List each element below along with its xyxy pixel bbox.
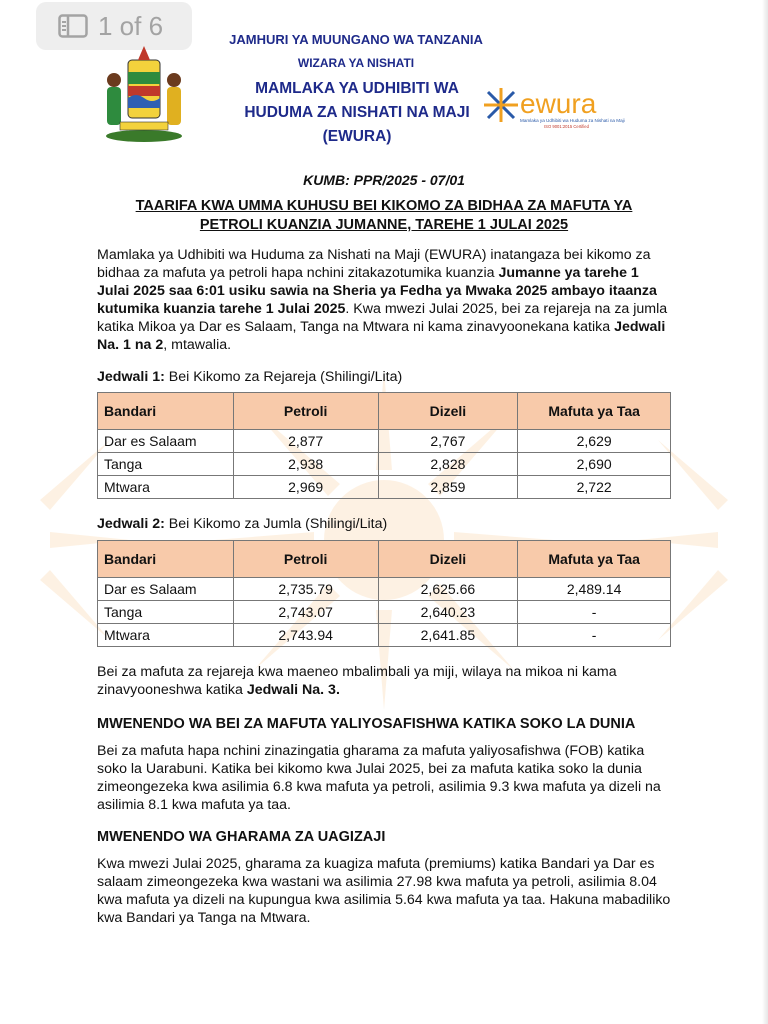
table-header-cell: Bandari xyxy=(98,393,234,430)
table-cell: 2,625.66 xyxy=(378,578,518,601)
section-heading-import-costs: MWENENDO WA GHARAMA ZA UAGIZAJI xyxy=(97,829,386,845)
table-cell: - xyxy=(518,601,671,624)
table-cell: Tanga xyxy=(98,453,234,476)
reference-number: KUMB: PPR/2025 - 07/01 xyxy=(303,172,465,188)
intro-text-a: Mamlaka ya Udhibiti wa Huduma za Nishati na Maji (EWURA) inatangaza bei kikomo za bidhaa za mafuta ya petroli hapa nchini zitakazotumika kuanzia xyxy=(97,247,651,281)
regional-prices-paragraph xyxy=(97,663,673,699)
table-cell: Mtwara xyxy=(98,624,234,647)
table-header-cell: Petroli xyxy=(233,541,378,578)
table-row xyxy=(98,601,671,624)
intro-text-e: , mtawalia. xyxy=(163,337,232,353)
retail-price-table xyxy=(97,392,671,499)
table-row xyxy=(98,578,671,601)
section-body-world-market: Bei za mafuta hapa nchini zinazingatia gharama za mafuta yaliyosafishwa (FOB) katika soko la Uarabuni. Katika bei kikomo kwa Julai 2025, bei za mafuta katika soko la dunia zimeongezeka kwa asilimia 6.8 kwa mafuta ya petroli, asilimia 9.3 kwa mafuta ya dizeli na asilimia 8.1 kwa mafuta ya taa. xyxy=(97,743,661,813)
tanzania-coat-of-arms-icon xyxy=(98,40,190,144)
table-row xyxy=(98,476,671,499)
notice-title xyxy=(104,197,664,235)
table-cell: 2,629 xyxy=(518,430,671,453)
notice-title-line1: TAARIFA KWA UMMA KUHUSU BEI KIKOMO ZA BIDHAA ZA MAFUTA YA xyxy=(135,198,633,214)
intro-text-c: . Kwa mwezi Julai 2025, bei za rejareja na za jumla katika Mikoa ya Dar es Salaam, Tanga na Mtwara ni kama zinavyoonekana katika xyxy=(97,301,668,335)
table-cell: Tanga xyxy=(98,601,234,624)
table-row xyxy=(98,430,671,453)
intro-text-d: Jedwali Na. 1 na 2 xyxy=(97,319,666,353)
table-cell: 2,640.23 xyxy=(378,601,518,624)
table-cell: Dar es Salaam xyxy=(98,430,234,453)
header-authority-line1: MAMLAKA YA UDHIBITI WA xyxy=(255,80,459,97)
intro-text-b: Jumanne ya tarehe 1 Julai 2025 saa 6:01 usiku sawia na Sheria ya Fedha ya Mwaka 2025 ambayo itaanza kutumika kuanzia tarehe 1 Julai 2025 xyxy=(97,265,657,317)
table-header-cell: Dizeli xyxy=(378,541,518,578)
wholesale-price-table xyxy=(97,540,671,647)
table2-caption-text: Bei Kikomo za Jumla (Shilingi/Lita) xyxy=(164,516,388,532)
intro-paragraph xyxy=(97,246,673,354)
table-cell: 2,641.85 xyxy=(378,624,518,647)
table1-caption-label: Jedwali 1: xyxy=(97,369,165,385)
ewura-logo-cert: ISO 9001:2015 Certified xyxy=(544,124,589,129)
ewura-logo-icon xyxy=(484,86,644,130)
table-cell: 2,743.94 xyxy=(233,624,378,647)
table-header-row xyxy=(98,393,671,430)
table-cell: 2,489.14 xyxy=(518,578,671,601)
table-cell: - xyxy=(518,624,671,647)
table-header-cell: Mafuta ya Taa xyxy=(518,393,671,430)
table-cell: 2,735.79 xyxy=(233,578,378,601)
table-cell: 2,859 xyxy=(378,476,518,499)
ewura-logo-text: ewura xyxy=(520,88,597,119)
table2-caption-label: Jedwali 2: xyxy=(97,516,165,532)
ewura-logo-tagline: Mamlaka ya Udhibiti wa Huduma za Nishati na Maji xyxy=(520,118,625,123)
table-header-cell: Dizeli xyxy=(378,393,518,430)
table-header-cell: Petroli xyxy=(233,393,378,430)
header-authority-line2: HUDUMA ZA NISHATI NA MAJI xyxy=(244,104,470,121)
header-republic: JAMHURI YA MUUNGANO WA TANZANIA xyxy=(229,32,483,47)
page-edge-shadow xyxy=(762,0,768,1024)
para2-text-a: Bei za mafuta za rejareja kwa maeneo mbalimbali ya miji, wilaya na mikoa ni kama zinavyooneshwa katika xyxy=(97,664,617,698)
page-counter-text: 1 of 6 xyxy=(98,10,164,41)
table-row xyxy=(98,453,671,476)
table-cell: 2,828 xyxy=(378,453,518,476)
table-row xyxy=(98,624,671,647)
table-cell: 2,743.07 xyxy=(233,601,378,624)
table1-caption-text: Bei Kikomo za Rejareja (Shilingi/Lita) xyxy=(164,369,403,385)
table-cell: 2,969 xyxy=(233,476,378,499)
section-heading-world-market: MWENENDO WA BEI ZA MAFUTA YALIYOSAFISHWA KATIKA SOKO LA DUNIA xyxy=(97,716,636,732)
table-cell: Mtwara xyxy=(98,476,234,499)
para2-text-b: Jedwali Na. 3. xyxy=(246,682,340,698)
table2-caption xyxy=(97,516,387,532)
table-header-row xyxy=(98,541,671,578)
table-cell: 2,690 xyxy=(518,453,671,476)
table-header-cell: Bandari xyxy=(98,541,234,578)
table-cell: 2,938 xyxy=(233,453,378,476)
table-cell: 2,722 xyxy=(518,476,671,499)
page-list-icon xyxy=(58,14,88,38)
header-ministry: WIZARA YA NISHATI xyxy=(297,56,415,70)
section-body-import-costs: Kwa mwezi Julai 2025, gharama za kuagiza mafuta (premiums) katika Bandari ya Dar es salaam zimeongezeka kwa wastani wa asilimia 27.98 kwa mafuta ya petroli, asilimia 8.04 kwa mafuta ya dizeli na kupungua kwa asilimia 5.64 kwa mafuta ya taa. Hakuna mabadiliko kwa Bandari ya Tanga na Mtwara. xyxy=(97,856,671,926)
table-cell: 2,877 xyxy=(233,430,378,453)
table-cell: Dar es Salaam xyxy=(98,578,234,601)
header-authority-abbr: (EWURA) xyxy=(322,128,392,145)
notice-title-line2: PETROLI KUANZIA JUMANNE, TAREHE 1 JULAI 2025 xyxy=(199,217,569,233)
table-header-cell: Mafuta ya Taa xyxy=(518,541,671,578)
table-cell: 2,767 xyxy=(378,430,518,453)
table1-caption xyxy=(97,369,402,385)
